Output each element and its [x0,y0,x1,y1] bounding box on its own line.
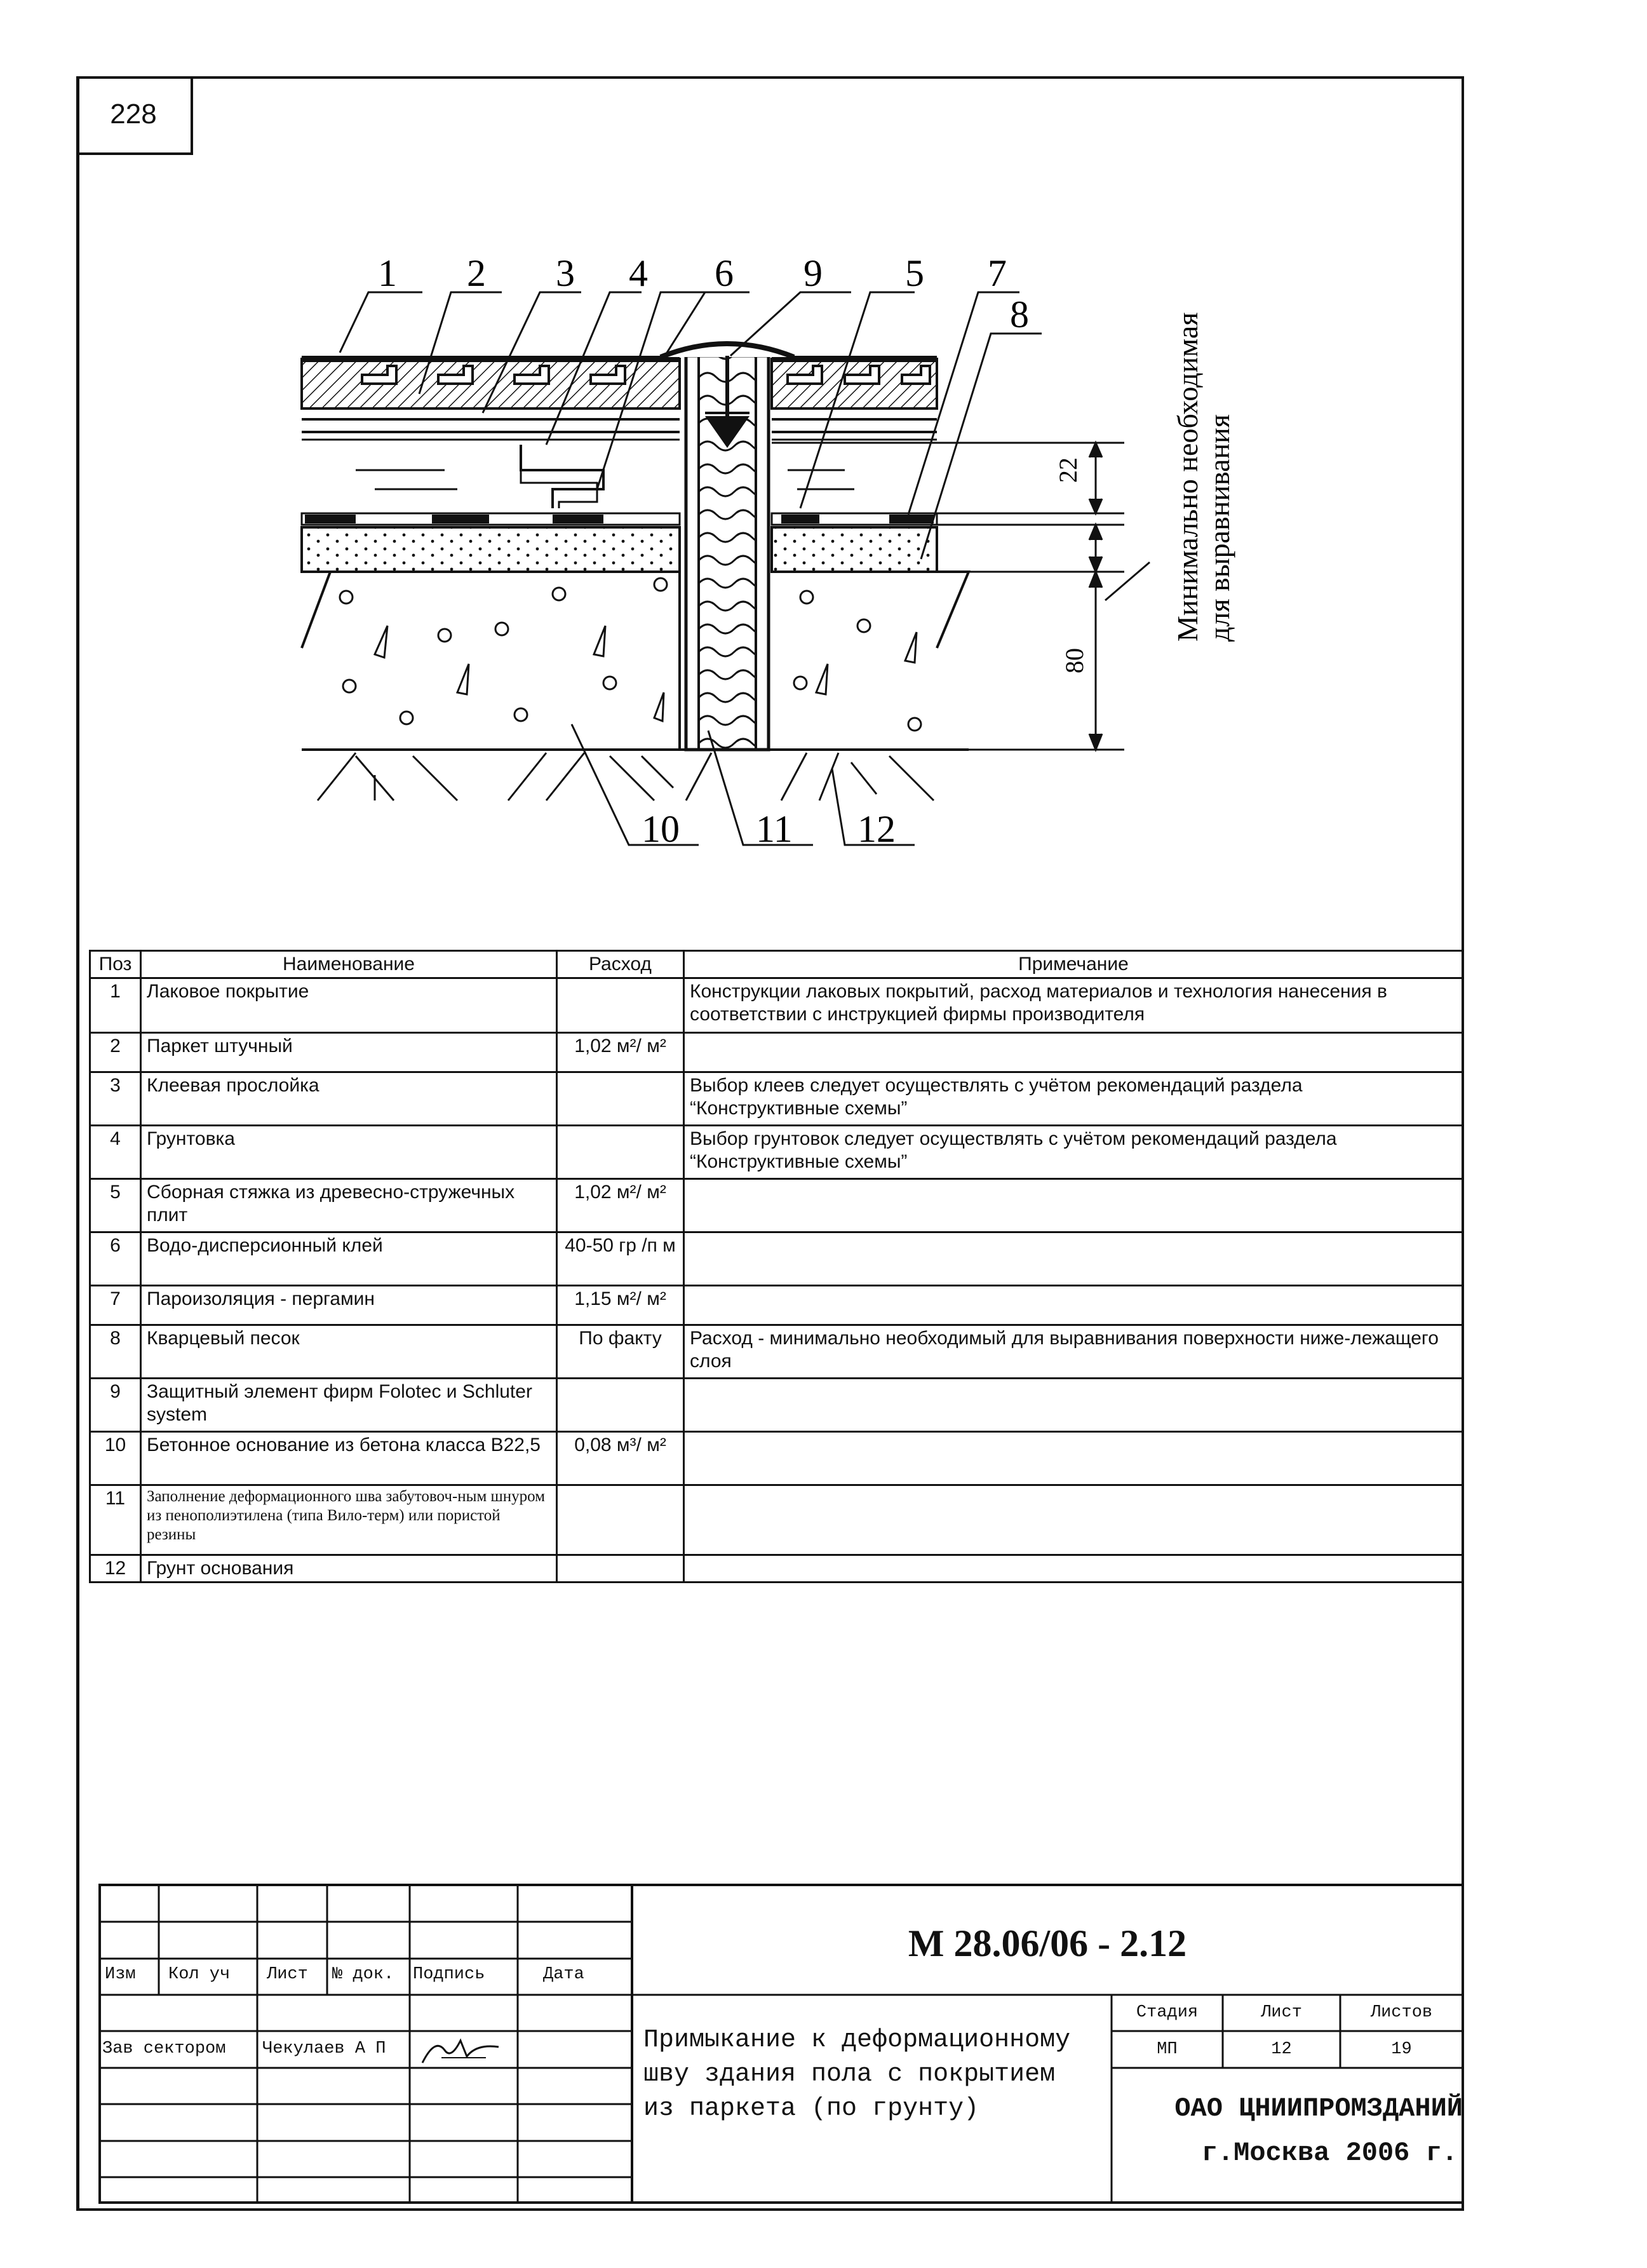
sheets-label: Листов [1370,2003,1433,2022]
table-row [90,1232,1463,1286]
col-signature: Подпись [413,1965,485,1984]
sheets-value: 19 [1391,2040,1412,2059]
signature-mark [416,2031,505,2068]
label-4: 4 [629,252,648,294]
col-kol-uch: Кол уч [168,1965,231,1984]
row-pos: 7 [90,1286,141,1325]
section-drawing [0,0,1647,940]
label-11: 11 [756,808,793,850]
row-qty: 0,08 м³/ м² [557,1432,684,1485]
row-note: Выбор грунтовок следует осуществлять с учётом рекомендаций раздела “Конструктивные схемы” [684,1126,1463,1179]
row-qty [557,1126,684,1179]
header-pos: Поз [90,951,141,978]
col-doc-num: № док. [332,1965,394,1984]
label-3: 3 [556,252,575,294]
side-note-line-1: Минимально необходимая [1171,312,1204,642]
table-row [90,1325,1463,1379]
header-name: Наименование [141,951,557,978]
row-qty [557,1555,684,1583]
row-pos: 2 [90,1033,141,1072]
table-row [90,1072,1463,1126]
table-row [90,1286,1463,1325]
row-pos: 4 [90,1126,141,1179]
row-pos: 1 [90,978,141,1033]
label-8: 8 [1010,294,1029,335]
stage-label: Стадия [1136,2003,1199,2022]
row-qty [557,1072,684,1126]
label-10: 10 [642,808,680,850]
floor-layers-left [302,359,680,750]
concrete-aggregate [340,578,921,731]
stamp-column-headers [98,1965,632,1990]
stage-value: МП [1157,2040,1178,2059]
row-pos: 12 [90,1555,141,1583]
row-name: Пароизоляция - пергамин [141,1286,557,1325]
row-note [684,1232,1463,1286]
label-12: 12 [857,808,896,850]
row-qty: 1,02 м²/ м² [557,1179,684,1232]
document-code: М 28.06/06 - 2.12 [908,1922,1187,1964]
row-pos: 8 [90,1325,141,1379]
row-name: Кварцевый песок [141,1325,557,1379]
dimension-80-label: 80 [1060,648,1089,673]
table-row [90,1432,1463,1485]
row-name: Бетонное основание из бетона класса В22,5 [141,1432,557,1485]
dimension-22-label: 22 [1054,457,1082,483]
title-line-2: шву здания пола с покрытием [643,2060,1056,2089]
row-pos: 11 [90,1485,141,1555]
row-note [684,1555,1463,1583]
row-note [684,1286,1463,1325]
role-label: Зав сектором [102,2039,226,2058]
row-name: Лаковое покрытие [141,978,557,1033]
row-name: Клеевая прослойка [141,1072,557,1126]
title-block [98,1884,1464,2204]
row-pos: 3 [90,1072,141,1126]
specification-table [89,950,1464,1583]
person-name: Чекулаев А П [262,2039,386,2058]
row-name: Грунт основания [141,1555,557,1583]
row-qty [557,1379,684,1432]
row-pos: 6 [90,1232,141,1286]
row-qty: По факту [557,1325,684,1379]
label-1: 1 [378,252,397,294]
table-header-row [90,951,1463,978]
label-2: 2 [467,252,486,294]
row-pos: 10 [90,1432,141,1485]
organization-city-year: г.Москва 2006 г. [1201,2138,1458,2168]
table-row [90,1379,1463,1432]
row-name: Паркет штучный [141,1033,557,1072]
label-7: 7 [988,252,1007,294]
sheet-value: 12 [1271,2040,1292,2059]
row-note [684,1432,1463,1485]
organization-name: ОАО ЦНИИПРОМЗДАНИЙ [1174,2093,1463,2124]
sheet-label: Лист [1261,2003,1302,2022]
row-name: Защитный элемент фирм Folotec и Schluter system [141,1379,557,1432]
row-name: Сборная стяжка из древесно-стружечных плит [141,1179,557,1232]
col-list: Лист [267,1965,308,1984]
col-date: Дата [543,1965,584,1984]
row-qty: 1,15 м²/ м² [557,1286,684,1325]
row-pos: 5 [90,1179,141,1232]
row-qty [557,1485,684,1555]
row-note: Выбор клеев следует осуществлять с учётом рекомендаций раздела “Конструктивные схемы” [684,1072,1463,1126]
label-6: 6 [715,252,734,294]
drawing-title [643,2023,1070,2126]
label-9: 9 [803,252,823,294]
row-qty: 1,02 м²/ м² [557,1033,684,1072]
row-name: Заполнение деформационного шва забутовоч-ным шнуром из пенополиэтилена (типа Вило-терм) или пористой резины [141,1485,557,1555]
row-note [684,1179,1463,1232]
title-line-1: Примыкание к деформационному [643,2026,1071,2055]
row-note [684,1485,1463,1555]
ground-hatch [302,750,969,800]
title-line-3: из паркета (по грунту) [643,2095,979,2123]
table-row [90,1179,1463,1232]
row-name: Грунтовка [141,1126,557,1179]
table-row [90,1033,1463,1072]
label-5: 5 [905,252,924,294]
page-number: 228 [76,76,193,155]
header-note: Примечание [684,951,1463,978]
row-name: Водо-дисперсионный клей [141,1232,557,1286]
row-note: Конструкции лаковых покрытий, расход материалов и технология нанесения в соответствии с инструкцией фирмы производителя [684,978,1463,1033]
row-qty [557,978,684,1033]
table-row [90,978,1463,1033]
table-row [90,1126,1463,1179]
row-note [684,1379,1463,1432]
row-qty: 40-50 гр /п м [557,1232,684,1286]
table-row [90,1485,1463,1555]
header-qty: Расход [557,951,684,978]
row-note: Расход - минимально необходимый для выравнивания поверхности ниже-лежащего слоя [684,1325,1463,1379]
row-note [684,1033,1463,1072]
side-note-line-2: для выравнивания [1203,414,1235,642]
table-row [90,1555,1463,1583]
col-izm: Изм [105,1965,136,1984]
row-pos: 9 [90,1379,141,1432]
